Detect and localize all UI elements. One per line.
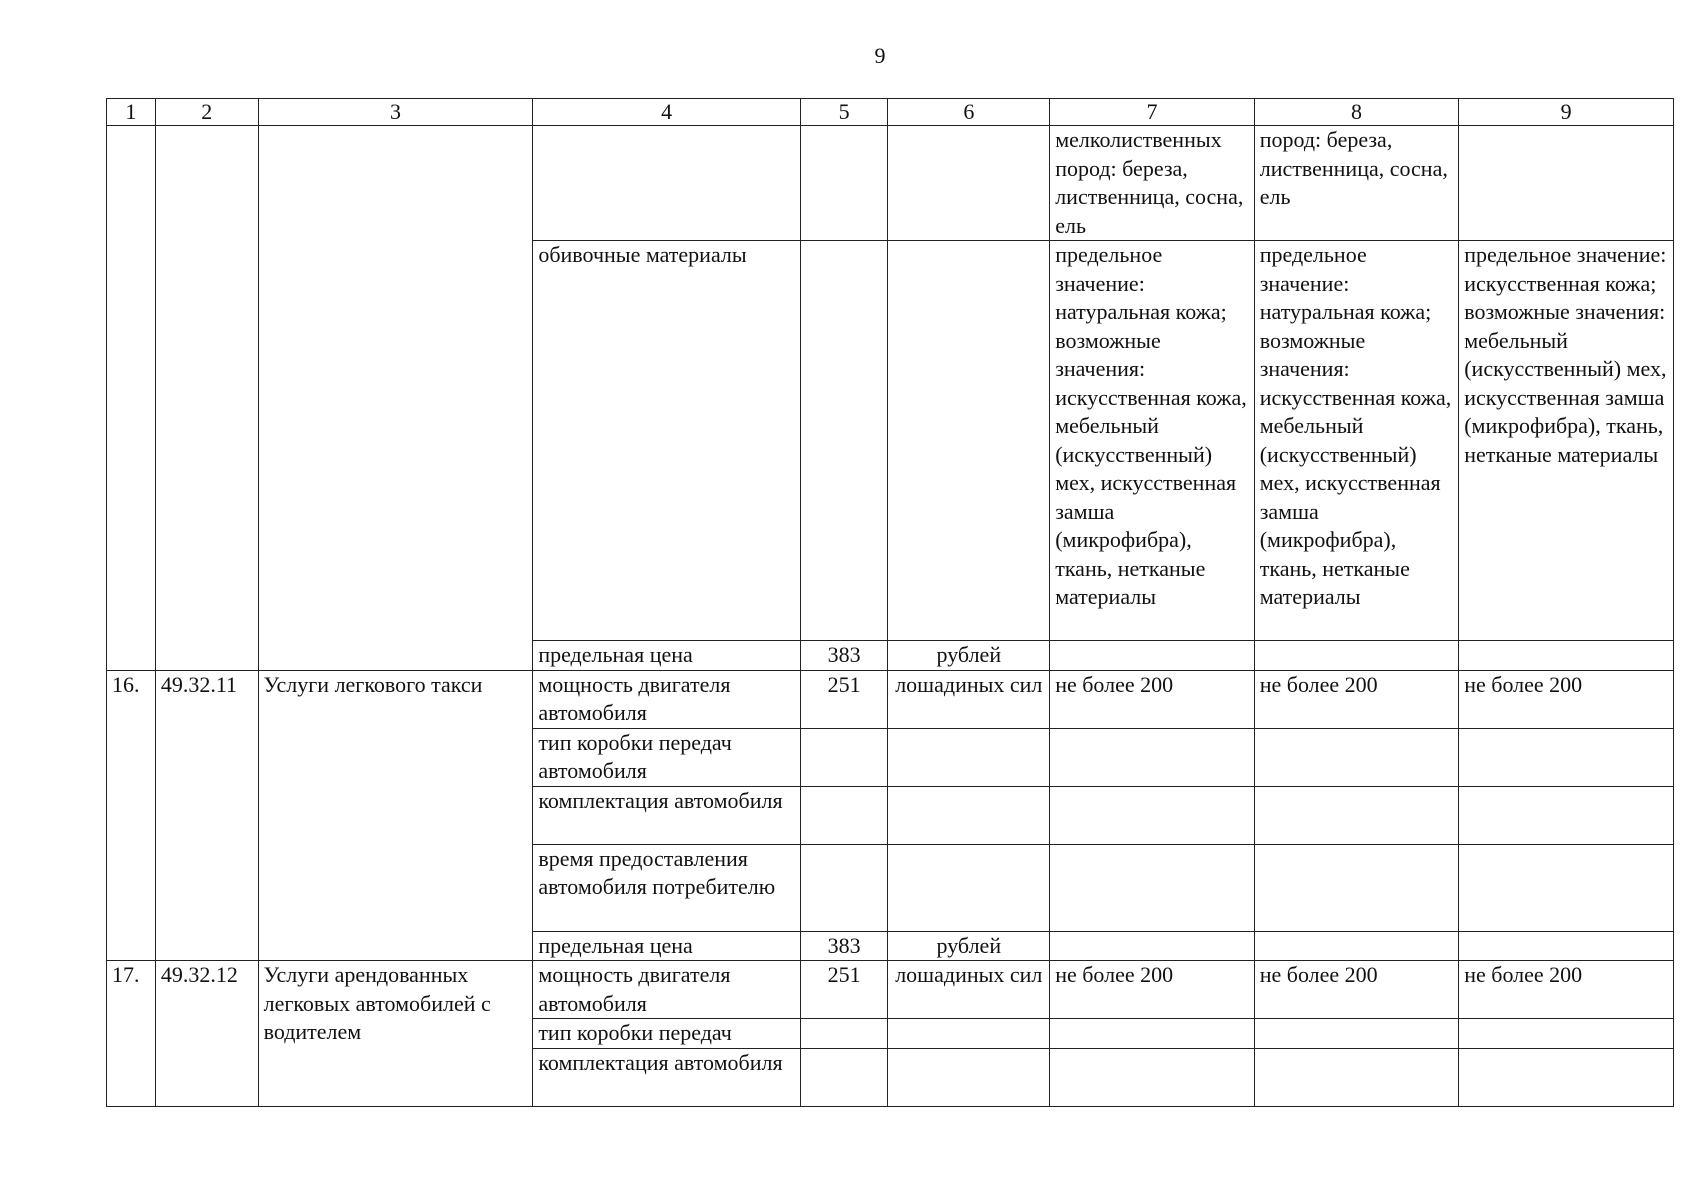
item16-r4-c4: время предоставления автомобиля потребителю [533, 844, 801, 931]
item16-r1-c4: мощность двигателя автомобиля [533, 670, 801, 728]
header-row [107, 99, 1674, 126]
item16-num: 16. [107, 670, 156, 961]
price-c7 [1050, 641, 1255, 671]
item17-r3-c4: комплектация автомобиля [533, 1048, 801, 1106]
upholstery-c8: предельное значение: натуральная кожа; возможные значения: искусственная кожа, мебельный (искусственный) мех, искусственная замша (микрофибра), ткань, нетканые материалы [1254, 241, 1459, 641]
header-col-1: 1 [107, 99, 156, 126]
table-row [107, 961, 1674, 1019]
item16-name: Услуги легкового такси [258, 670, 533, 961]
upholstery-c5 [800, 241, 888, 641]
header-col-5: 5 [800, 99, 888, 126]
header-col-6: 6 [888, 99, 1050, 126]
item16-r1-c9: не более 200 [1459, 670, 1674, 728]
item16-r1-c8: не более 200 [1254, 670, 1459, 728]
upholstery-c6 [888, 241, 1050, 641]
header-col-2: 2 [155, 99, 258, 126]
item17-num: 17. [107, 961, 156, 1107]
item17-r1-c5: 251 [800, 961, 888, 1019]
item17-r1-c8: не более 200 [1254, 961, 1459, 1019]
item16-r1-c7: не более 200 [1050, 670, 1255, 728]
item16-r5-c5: 383 [800, 931, 888, 961]
item17-code: 49.32.12 [155, 961, 258, 1107]
item17-r1-c9: не более 200 [1459, 961, 1674, 1019]
species-c7: мелколиственных пород: береза, лиственница, сосна, ель [1050, 126, 1255, 241]
table-row [107, 670, 1674, 728]
requirements-table [106, 98, 1674, 1107]
item16-r5-c4: предельная цена [533, 931, 801, 961]
header-col-4: 4 [533, 99, 801, 126]
header-col-9: 9 [1459, 99, 1674, 126]
upholstery-c7: предельное значение: натуральная кожа; возможные значения: искусственная кожа, мебельный (искусственный) мех, искусственная замша (микрофибра), ткань, нетканые материалы [1050, 241, 1255, 641]
cont-name-cell [258, 126, 533, 671]
upholstery-label: обивочные материалы [533, 241, 801, 641]
header-col-7: 7 [1050, 99, 1255, 126]
price-c8 [1254, 641, 1459, 671]
table-row [107, 126, 1674, 241]
item16-r2-c4: тип коробки передач автомобиля [533, 728, 801, 786]
item17-r2-c4: тип коробки передач [533, 1019, 801, 1049]
item16-r5-c6: рублей [888, 931, 1050, 961]
price-unit: рублей [888, 641, 1050, 671]
page-number: 9 [874, 43, 886, 68]
upholstery-c9: предельное значение: искусственная кожа; возможные значения: мебельный (искусственный) мех, искусственная замша (микрофибра), ткань, нетканые материалы [1459, 241, 1674, 641]
header-col-8: 8 [1254, 99, 1459, 126]
cont-code-cell [155, 126, 258, 671]
item17-name: Услуги арендованных легковых автомобилей с водителем [258, 961, 533, 1107]
item16-r1-c5: 251 [800, 670, 888, 728]
cont-c5-cell [800, 126, 888, 241]
species-c8: пород: береза, лиственница, сосна, ель [1254, 126, 1459, 241]
item16-r1-c6: лошадиных сил [888, 670, 1050, 728]
item17-r1-c4: мощность двигателя автомобиля [533, 961, 801, 1019]
item16-code: 49.32.11 [155, 670, 258, 961]
header-col-3: 3 [258, 99, 533, 126]
cont-num-cell [107, 126, 156, 671]
cont-char-cell [533, 126, 801, 241]
item17-r1-c6: лошадиных сил [888, 961, 1050, 1019]
species-c9 [1459, 126, 1674, 241]
price-value: 383 [800, 641, 888, 671]
price-label: предельная цена [533, 641, 801, 671]
cont-c6-cell [888, 126, 1050, 241]
price-c9 [1459, 641, 1674, 671]
item17-r1-c7: не более 200 [1050, 961, 1255, 1019]
item16-r3-c4: комплектация автомобиля [533, 786, 801, 844]
